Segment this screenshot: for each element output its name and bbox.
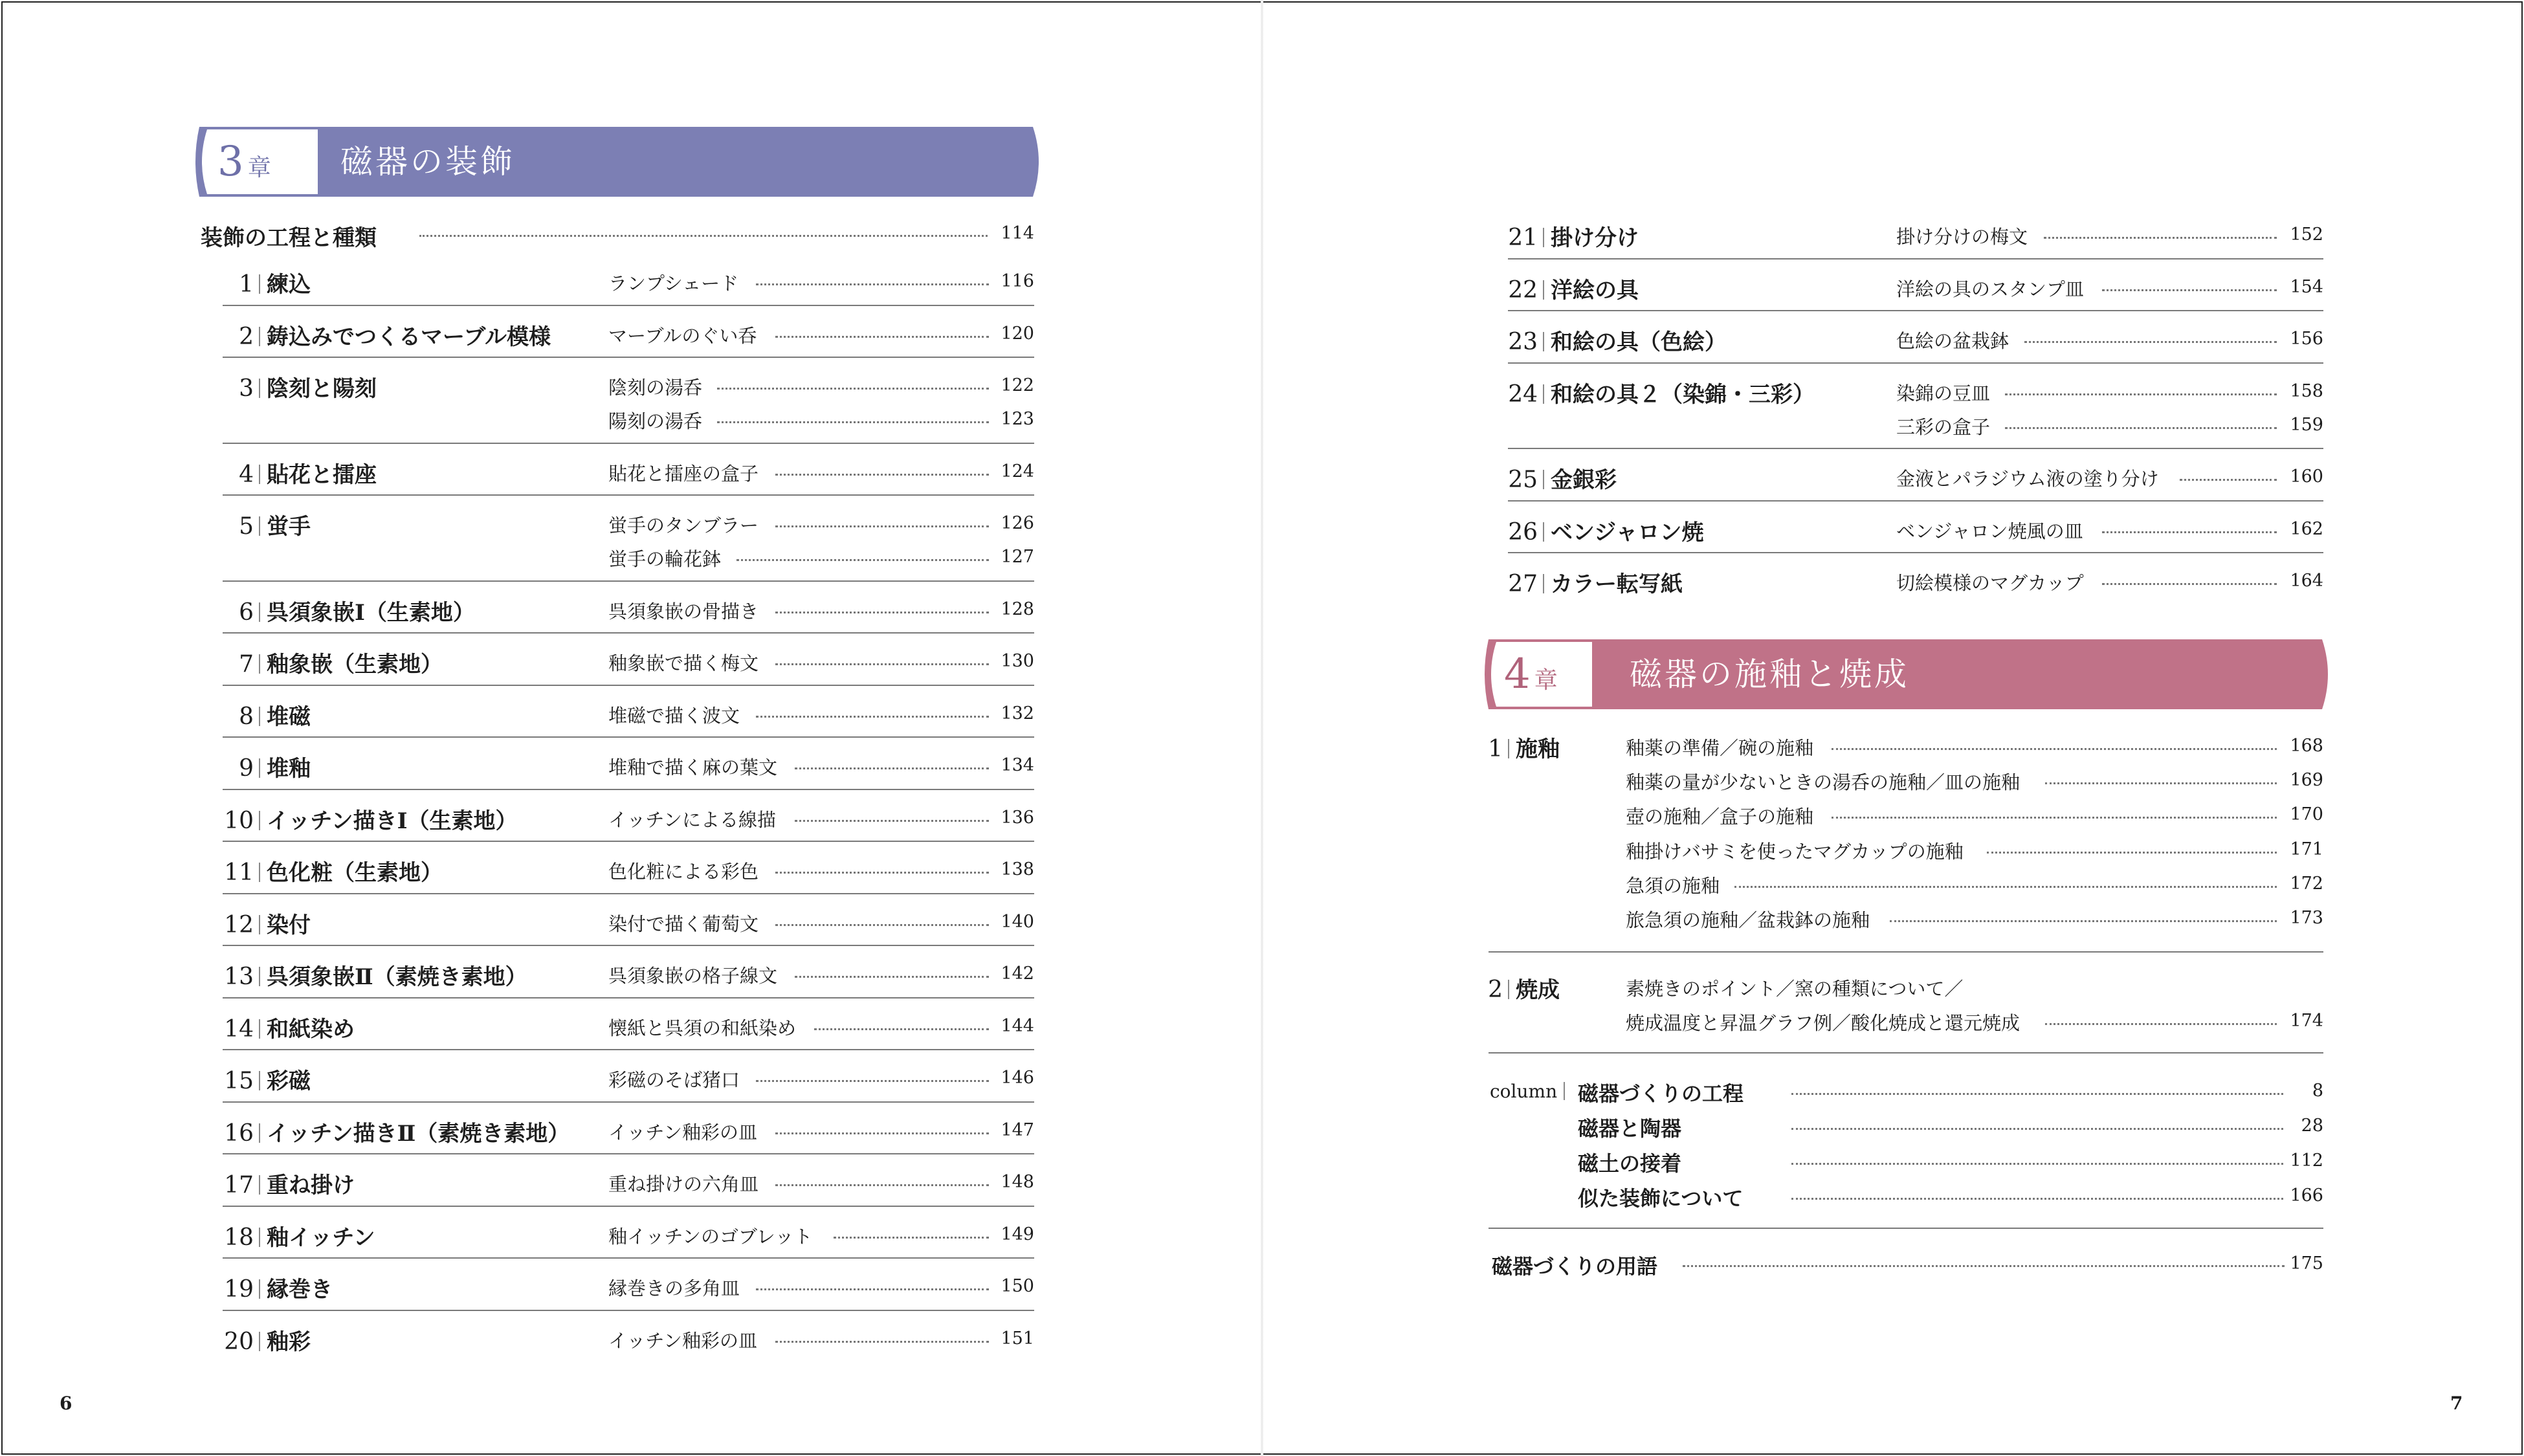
page-number: 168 [2290, 736, 2323, 756]
leader-dots [756, 1288, 989, 1290]
separator-bar [259, 967, 260, 986]
entry-number: 6 [239, 599, 254, 626]
leader-dots [814, 1028, 989, 1030]
page-number: 164 [2290, 571, 2323, 591]
leader-dots [2044, 237, 2277, 239]
separator-bar [1564, 1082, 1565, 1100]
page-number: 172 [2290, 873, 2323, 894]
subentry-title: 染付で描く葡萄文 [608, 912, 759, 935]
page-number: 150 [1001, 1276, 1034, 1296]
page-number: 8 [2312, 1081, 2323, 1101]
entry-title [1503, 514, 1703, 546]
page-number: 152 [2290, 225, 2323, 245]
entry-number: 11 [224, 859, 254, 886]
subentry-title: 掛け分けの梅文 [1896, 226, 2028, 248]
subentry-title: 色絵の盆栽鉢 [1896, 330, 2009, 352]
subentry-title: 釉イッチンのゴブレット [608, 1225, 813, 1248]
leader-dots [2180, 479, 2277, 481]
page-number: 148 [1001, 1172, 1034, 1192]
entry-number: 9 [239, 755, 254, 782]
entry-number: 10 [224, 807, 254, 834]
entry-label: 焼成 [1516, 977, 1560, 1003]
entry-label: 貼花と擂座 [267, 461, 377, 488]
chapter-number: 4 章 [1504, 650, 1558, 698]
entry-number: 26 [1508, 518, 1538, 546]
subentry-title: 壺の施釉／盒子の施釉 [1626, 806, 1814, 828]
entry-number: 24 [1508, 381, 1538, 408]
entry-number: 18 [224, 1224, 254, 1251]
entry-label: 練込 [267, 272, 311, 298]
entry-label: 堆釉 [267, 756, 311, 782]
entry-label: 施釉 [1516, 736, 1560, 762]
entry-title [219, 646, 443, 678]
page-number: 130 [1001, 651, 1034, 671]
subentry-title: 貼花と擂座の盒子 [608, 462, 759, 485]
separator-bar [1543, 228, 1544, 247]
leader-dots [775, 525, 989, 527]
entry-title [1503, 220, 1639, 252]
divider [223, 1101, 1034, 1103]
divider [1508, 448, 2323, 449]
entry-title [1503, 566, 1683, 598]
divider [223, 443, 1034, 444]
entry-label: イッチン描きⅡ（素焼き素地） [267, 1120, 570, 1147]
entry-label: 蛍手 [267, 514, 311, 540]
page-number: 116 [1001, 271, 1034, 291]
leader-dots [756, 716, 989, 718]
divider [1508, 500, 2323, 502]
leader-dots [1791, 1093, 2283, 1095]
divider [223, 685, 1034, 686]
leader-dots [2102, 531, 2277, 533]
entry-label: 釉彩 [267, 1329, 311, 1355]
entry-title [1503, 462, 1617, 494]
separator-bar [259, 1175, 260, 1195]
entry-title [1477, 731, 1560, 763]
chapter-3-banner [192, 127, 1045, 197]
entry-number: 5 [239, 513, 254, 540]
subentry-title: 懐紙と呉須の和紙染め [608, 1017, 797, 1039]
separator-bar [1543, 522, 1544, 542]
leader-dots [2045, 782, 2277, 784]
page-number: 171 [2290, 839, 2323, 859]
subentry-title: 釉薬の準備／碗の施釉 [1626, 737, 1814, 759]
leader-dots [1734, 886, 2277, 888]
subentry-title: イッチンによる線描 [608, 808, 776, 831]
entry-title [219, 959, 527, 991]
glossary-title: 磁器づくりの用語 [1492, 1254, 1658, 1279]
entry-number: 21 [1508, 225, 1538, 251]
entry-number: 2 [239, 323, 254, 350]
entry-title [219, 509, 311, 540]
subentry-title: 釉象嵌で描く梅文 [608, 652, 759, 674]
leader-dots [717, 388, 989, 390]
entry-number: 7 [239, 651, 254, 678]
separator-bar [259, 707, 260, 726]
entry-title [219, 1011, 355, 1043]
subentry-title: イッチン釉彩の皿 [608, 1121, 757, 1143]
leader-dots [1832, 748, 2277, 750]
subentry-title: 呉須象嵌の骨描き [608, 600, 759, 623]
entry-label: 和紙染め [267, 1016, 355, 1042]
column-label [1490, 1081, 1571, 1102]
leader-dots [795, 820, 989, 822]
separator-bar [259, 1019, 260, 1039]
entry-number: 17 [224, 1172, 254, 1198]
column-item-title: 磁土の接着 [1578, 1151, 1682, 1176]
entry-label: 釉イッチン [267, 1224, 375, 1251]
entry-label: 掛け分け [1551, 225, 1639, 251]
page-number: 136 [1001, 807, 1034, 828]
page-number: 154 [2290, 276, 2323, 297]
page-number: 144 [1001, 1015, 1034, 1036]
separator-bar [1543, 384, 1544, 404]
separator-bar [259, 1228, 260, 1247]
entry-label: 重ね掛け [267, 1173, 355, 1198]
entry-number: 14 [224, 1015, 254, 1042]
subentry-title: ベンジャロン焼風の皿 [1896, 520, 2083, 542]
entry-number: 27 [1508, 571, 1538, 597]
page-number: 114 [1001, 223, 1034, 243]
column-item-title: 磁器づくりの工程 [1578, 1081, 1744, 1106]
divider [1508, 552, 2323, 553]
separator-bar [259, 465, 260, 484]
page-number: 170 [2290, 804, 2323, 825]
leader-dots [775, 1184, 989, 1186]
separator-bar [259, 274, 260, 294]
leader-dots [1791, 1198, 2283, 1200]
divider [1508, 362, 2323, 364]
divider [223, 841, 1034, 842]
entry-label: 陰刻と陽刻 [267, 376, 377, 402]
subentry-title: イッチン釉彩の皿 [608, 1329, 757, 1352]
leader-dots [717, 421, 989, 423]
leader-dots [2024, 341, 2277, 343]
page-number: 112 [2290, 1151, 2323, 1171]
divider [223, 1049, 1034, 1050]
page-folio-right: 7 [2450, 1393, 2463, 1414]
separator-bar [259, 602, 260, 622]
separator-bar [1543, 332, 1544, 351]
entry-title [219, 1063, 311, 1095]
subentry-title: 陰刻の湯呑 [608, 377, 703, 399]
entry-title [219, 1272, 333, 1303]
separator-bar [259, 811, 260, 830]
section-title: 装飾の工程と種類 [201, 225, 377, 251]
page-number: 128 [1001, 599, 1034, 619]
divider [223, 736, 1034, 738]
subentry-title: 三彩の盒子 [1896, 415, 1991, 438]
leader-dots [795, 976, 989, 978]
separator-bar [1543, 470, 1544, 489]
subentry-title: ランプシェード [608, 272, 739, 294]
entry-title [219, 1116, 570, 1147]
subentry-title: 焼成温度と昇温グラフ例／酸化焼成と還元焼成 [1626, 1012, 2020, 1035]
divider [223, 580, 1034, 582]
divider [223, 632, 1034, 634]
entry-number: 2 [1488, 976, 1503, 1003]
page-number: 156 [2290, 329, 2323, 349]
entry-label: 縁巻き [267, 1277, 333, 1303]
entry-label: 釉象嵌（生素地） [267, 652, 443, 678]
entry-label: 色化粧（生素地） [267, 860, 443, 886]
divider [223, 893, 1034, 894]
separator-bar [259, 1332, 260, 1351]
banner-background [192, 127, 1045, 197]
entry-title [219, 803, 518, 835]
subentry-title: 切絵模様のマグカップ [1896, 572, 2084, 594]
column-item-title: 似た装飾について [1578, 1186, 1744, 1211]
page-number: 169 [2290, 770, 2323, 791]
leader-dots [2005, 427, 2277, 429]
subentry-title: 素焼きのポイント／窯の種類について／ [1626, 978, 1964, 1000]
subentry-title: 蛍手のタンブラー [608, 514, 759, 536]
leader-dots [775, 336, 989, 338]
leader-dots [1791, 1163, 2283, 1165]
entry-number: 3 [239, 375, 254, 402]
page-number: 122 [1001, 375, 1034, 395]
divider [223, 789, 1034, 790]
entry-title [1503, 272, 1639, 304]
subentry-title: 縁巻きの多角皿 [608, 1277, 740, 1299]
divider [223, 494, 1034, 496]
page-number: 147 [1001, 1120, 1034, 1140]
leader-dots [2102, 289, 2277, 291]
leader-dots [1832, 817, 2277, 819]
divider [223, 357, 1034, 358]
subentry-title: 彩磁のそば猪口 [608, 1069, 740, 1091]
page-number: 162 [2290, 518, 2323, 539]
entry-label: イッチン描きⅠ（生素地） [267, 808, 518, 834]
page-number: 132 [1001, 703, 1034, 723]
leader-dots [419, 235, 988, 237]
entry-label: 堆磁 [267, 703, 311, 730]
entry-title [219, 371, 377, 403]
page-number: 158 [2290, 381, 2323, 401]
page-number: 146 [1001, 1068, 1034, 1088]
separator-bar [259, 1279, 260, 1299]
entry-number: 23 [1508, 329, 1538, 355]
chapter-title: 磁器の装飾 [340, 143, 515, 181]
subentry-title: 洋絵の具のスタンプ皿 [1896, 278, 2085, 300]
entry-label: 呉須象嵌Ⅱ（素焼き素地） [267, 964, 527, 990]
column-label-text: column [1490, 1081, 1558, 1102]
entry-label: 彩磁 [267, 1068, 311, 1094]
divider [1489, 951, 2323, 953]
page-number: 124 [1001, 461, 1034, 481]
entry-label: 金銀彩 [1551, 467, 1617, 493]
entry-title [1503, 324, 1727, 356]
separator-bar [259, 1123, 260, 1143]
divider [223, 997, 1034, 998]
subentry-title: マーブルのぐい呑 [608, 324, 757, 347]
subentry-title: 釉掛けバサミを使ったマグカップの施釉 [1626, 840, 1964, 863]
leader-dots [775, 1341, 989, 1343]
entry-label: 和絵の具（色絵） [1551, 329, 1727, 355]
leader-dots [775, 663, 989, 665]
leader-dots [1987, 852, 2277, 854]
page-folio-left: 6 [60, 1393, 72, 1414]
entry-label: 呉須象嵌Ⅰ（生素地） [267, 599, 475, 626]
leader-dots [834, 1237, 989, 1239]
chapter-number: 3 章 [217, 138, 271, 186]
separator-bar [1543, 280, 1544, 300]
page-number: 159 [2290, 414, 2323, 435]
divider [1489, 1052, 2323, 1053]
separator-bar [259, 379, 260, 398]
entry-title [219, 699, 311, 731]
entry-number: 13 [224, 964, 254, 990]
page-number: 175 [2290, 1253, 2323, 1274]
page-number: 134 [1001, 755, 1034, 775]
page-number: 28 [2301, 1116, 2323, 1136]
subentry-title: 染錦の豆皿 [1896, 382, 1991, 404]
subentry-title: 釉薬の量が少ないときの湯呑の施釉／皿の施釉 [1626, 771, 2020, 794]
divider [223, 305, 1034, 306]
leader-dots [775, 474, 989, 476]
entry-label: 染付 [267, 912, 311, 938]
divider [223, 1206, 1034, 1207]
leader-dots [756, 1080, 989, 1082]
page-number: 120 [1001, 323, 1034, 344]
subentry-title: 色化粧による彩色 [608, 861, 759, 883]
column-item-title: 磁器と陶器 [1578, 1116, 1682, 1141]
page-number: 173 [2290, 908, 2323, 928]
divider [223, 1257, 1034, 1259]
entry-title [219, 267, 311, 298]
entry-title [219, 595, 475, 626]
leader-dots [775, 924, 989, 926]
divider [223, 945, 1034, 946]
subentry-title: 呉須象嵌の格子線文 [608, 965, 778, 987]
leader-dots [2102, 583, 2277, 585]
entry-number: 12 [224, 911, 254, 938]
chapter-title: 磁器の施釉と焼成 [1630, 656, 1909, 693]
separator-bar [259, 1071, 260, 1090]
entry-title [219, 1324, 311, 1356]
divider [1508, 258, 2323, 259]
subentry-title: 堆磁で描く波文 [608, 704, 740, 727]
entry-number: 22 [1508, 276, 1538, 303]
entry-title [219, 907, 311, 939]
page-number: 149 [1001, 1224, 1034, 1244]
subentry-title: 金液とパラジウム液の塗り分け [1896, 468, 2159, 490]
separator-bar [259, 654, 260, 674]
entry-number: 16 [224, 1120, 254, 1147]
entry-label: 和絵の具２（染錦・三彩） [1551, 381, 1815, 408]
page-number: 138 [1001, 859, 1034, 879]
page-number: 151 [1001, 1328, 1034, 1349]
entry-number: 15 [224, 1068, 254, 1094]
leader-dots [756, 283, 989, 285]
separator-bar [1508, 980, 1509, 999]
subentry-title: 堆釉で描く麻の葉文 [608, 756, 778, 778]
entry-number: 19 [224, 1276, 254, 1303]
leader-dots [775, 612, 989, 613]
entry-title [219, 855, 443, 887]
entry-title [219, 1220, 375, 1252]
leader-dots [775, 1132, 989, 1134]
subentry-title: 急須の施釉 [1626, 874, 1720, 897]
page-number: 160 [2290, 467, 2323, 487]
subentry-title: 陽刻の湯呑 [608, 410, 703, 432]
subentry-title: 旅急須の施釉／盆栽鉢の施釉 [1626, 909, 1870, 931]
entry-title [219, 319, 551, 351]
entry-number: 8 [239, 703, 254, 730]
entry-title [219, 1167, 355, 1199]
entry-number: 4 [239, 461, 254, 488]
entry-label: 鋳込みでつくるマーブル模様 [267, 324, 551, 350]
entry-number: 20 [224, 1328, 254, 1355]
entry-number: 25 [1508, 467, 1538, 493]
chapter-4-banner [1481, 639, 2334, 709]
leader-dots [2045, 1023, 2277, 1025]
leader-dots [1791, 1128, 2283, 1130]
leader-dots [775, 872, 989, 874]
page-number: 166 [2290, 1186, 2323, 1206]
page-number: 140 [1001, 911, 1034, 932]
page-number: 174 [2290, 1011, 2323, 1031]
entry-title [219, 457, 377, 489]
book-spine [1261, 0, 1263, 1456]
leader-dots [2005, 393, 2277, 395]
leader-dots [736, 559, 989, 561]
entry-label: カラー転写紙 [1551, 571, 1683, 597]
entry-title [1477, 972, 1560, 1004]
divider [223, 1310, 1034, 1311]
separator-bar [259, 915, 260, 934]
entry-title [1503, 377, 1815, 408]
separator-bar [1508, 739, 1509, 758]
page-number: 126 [1001, 513, 1034, 533]
separator-bar [1543, 574, 1544, 593]
separator-bar [259, 327, 260, 346]
page-number: 127 [1001, 547, 1034, 567]
page-number: 142 [1001, 964, 1034, 984]
divider [1489, 1228, 2323, 1229]
separator-bar [259, 758, 260, 778]
divider [223, 1153, 1034, 1154]
leader-dots [1890, 920, 2277, 922]
entry-label: 洋絵の具 [1551, 277, 1639, 303]
separator-bar [259, 516, 260, 536]
entry-title [219, 751, 311, 782]
subentry-title: 重ね掛けの六角皿 [608, 1173, 759, 1195]
leader-dots [795, 767, 989, 769]
entry-number: 1 [239, 271, 254, 298]
divider [1508, 310, 2323, 311]
page-number: 123 [1001, 409, 1034, 429]
separator-bar [259, 863, 260, 882]
leader-dots [1683, 1265, 2285, 1267]
subentry-title: 蛍手の輪花鉢 [608, 548, 722, 570]
entry-label: ベンジャロン焼 [1551, 519, 1704, 546]
entry-number: 1 [1488, 736, 1503, 762]
